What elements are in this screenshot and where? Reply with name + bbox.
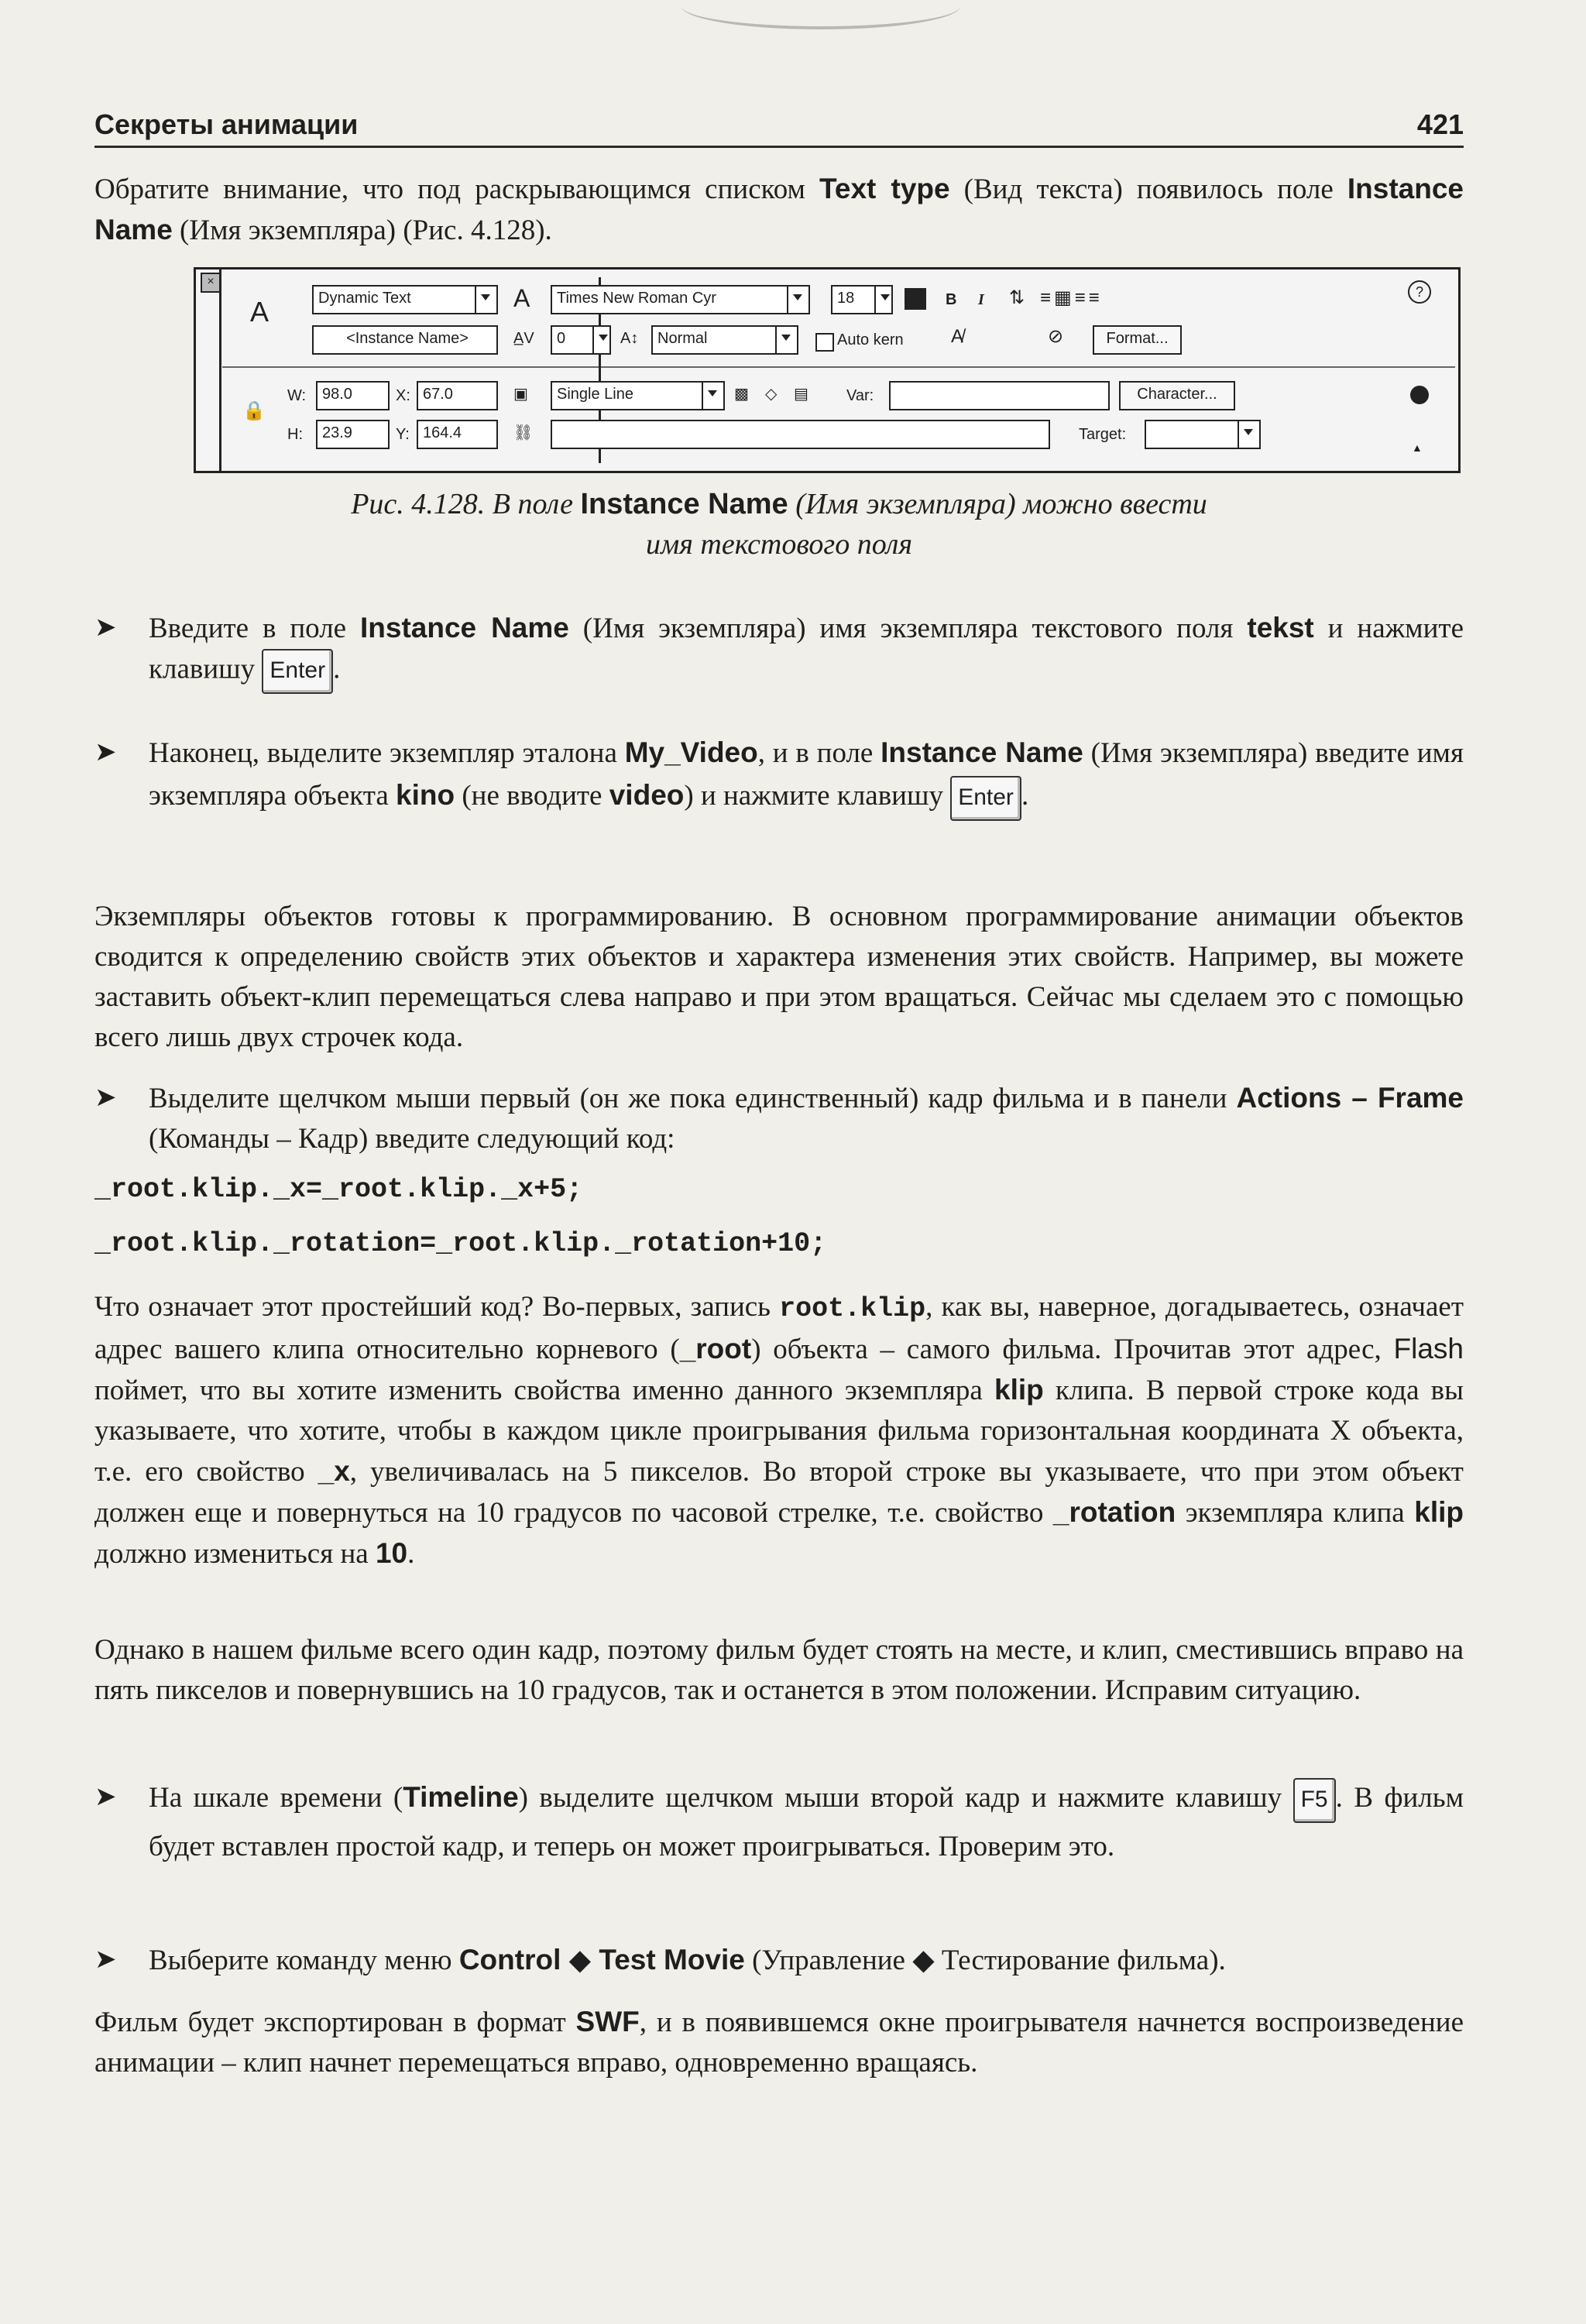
paragraph: Фильм будет экспортирован в формат SWF, и в появившемся окне проигрывателя начнется воспроизведение анимации – клип начнет перемещаться вправо, одновременно вращаясь. (94, 2006, 1464, 2079)
f5-key: F5 (1293, 1778, 1336, 1823)
code-line: _root.klip._x=_root.klip._x+5; (94, 1174, 583, 1205)
font-size-field[interactable]: 18 (831, 285, 893, 314)
close-icon: × (201, 273, 221, 293)
list-item: ➤ Выберите команду меню Control ◆ Test Movie (Управление ◆ Тестирование фильма). (94, 1940, 1464, 1981)
width-field[interactable]: 98.0 (316, 381, 390, 410)
text-box-icon: ▣ (513, 386, 528, 403)
properties-panel-figure (194, 267, 1461, 473)
expand-icon[interactable] (1410, 386, 1429, 404)
italic-button[interactable]: I (978, 291, 984, 308)
list-item: ➤ На шкале времени (Timeline) выделите щелчком мыши второй кадр и нажмите клавишу F5 . В фильм будет вставлен простой кадр, и теперь он может проигрываться. Проверим это. (94, 1773, 1464, 1871)
link-icon: ⛓ (513, 424, 534, 441)
chapter-title: Секреты анимации (94, 108, 359, 140)
panel-row-divider (222, 366, 1455, 368)
target-label: Target: (1079, 426, 1127, 443)
paragraph: Однако в нашем фильме всего один кадр, поэтому фильм будет стоять на месте, и клип, сместившись вправо на пять пикселов и повернувшись на 10 градусов, так и останется в этом положении. Исправим ситуацию. (94, 1634, 1464, 1706)
help-icon[interactable]: ? (1408, 280, 1431, 304)
url-link-field[interactable] (551, 420, 1050, 449)
auto-kern-checkbox[interactable] (815, 333, 834, 352)
text-color-swatch[interactable] (905, 288, 926, 310)
var-field[interactable] (889, 381, 1110, 410)
height-field[interactable]: 23.9 (316, 420, 390, 449)
bullet-arrow-icon: ➤ (94, 1083, 117, 1112)
letter-spacing-icon: A̲V (513, 330, 534, 347)
list-item: ➤ Выделите щелчком мыши первый (он же пока единственный) кадр фильма и в панели Actions – Frame (Команды – Кадр) введите следующий код: (94, 1078, 1464, 1159)
running-header (94, 99, 1464, 148)
enter-key: Enter (950, 776, 1021, 821)
lock-icon: 🔒 (242, 400, 266, 421)
enter-key: Enter (262, 649, 333, 694)
line-type-select[interactable]: Single Line (551, 381, 725, 410)
width-label: W: (287, 387, 307, 404)
character-button[interactable]: Character... (1119, 381, 1235, 410)
intro-paragraph: Обратите внимание, что под раскрывающимся списком Text type (Вид текста) появилось поле Instance Name (Имя экземпляра) (Рис. 4.128). (94, 173, 1464, 246)
var-label: Var: (846, 387, 874, 404)
list-item: ➤ Введите в поле Instance Name (Имя экземпляра) имя экземпляра текстового поля tekst и нажмите клавишу Enter . (94, 608, 1464, 694)
text-tool-icon: A (250, 296, 269, 328)
page-number: 421 (1416, 108, 1464, 140)
font-select[interactable]: Times New Roman Cyr (551, 285, 810, 314)
letter-spacing-field[interactable]: 0 (551, 325, 611, 355)
x-field[interactable]: 67.0 (417, 381, 498, 410)
instance-name-field[interactable]: <Instance Name> (312, 325, 498, 355)
baseline-select[interactable]: Normal (651, 325, 798, 355)
paragraph: Что означает этот простейший код? Во-первых, запись root.klip, как вы, наверное, догадываетесь, означает адрес вашего клипа относительно корневого (_root) объекта – самого фильма. Прочитав этот адрес, Flash поймет, что вы хотите изменить свойства именно данного экземпляра klip клипа. В первой строке кода вы указываете, что хотите, чтобы в каждом цикле проигрывания фильма горизонтальная координата X объекта, т.е. его свойство _x, увеличивалась на 5 пикселов. Во второй строке вы указываете, что при этом объект должен еще и повернуться на 10 градусов по часовой стрелке, т.е. свойство _rotation экземпляра клипа klip должно измениться на 10. (94, 1291, 1464, 1570)
list-item: ➤ Наконец, выделите экземпляр эталона My_Video, и в поле Instance Name (Имя экземпляра) введите имя экземпляра объекта kino (не вводите video) и нажмите клавишу Enter . (94, 732, 1464, 821)
y-field[interactable]: 164.4 (417, 420, 498, 449)
rotate-text-icon[interactable]: ⊘ (1048, 326, 1064, 347)
figure-caption: Рис. 4.128. В поле Instance Name (Имя экземпляра) можно ввести имя текстового поля (351, 488, 1207, 561)
bullet-arrow-icon: ➤ (94, 1783, 117, 1811)
scan-top-mark (681, 0, 960, 29)
x-label: X: (396, 387, 410, 404)
anti-alias-icon[interactable]: A̸ (951, 326, 964, 347)
y-label: Y: (396, 426, 410, 443)
bullet-arrow-icon: ➤ (94, 1945, 117, 1974)
collapse-icon[interactable]: ▲ (1412, 441, 1423, 454)
bullet-arrow-icon: ➤ (94, 613, 117, 642)
auto-kern-label: Auto kern (837, 331, 904, 348)
panel-left-border (219, 269, 221, 471)
bold-button[interactable]: B (946, 291, 957, 308)
format-button[interactable]: Format... (1093, 325, 1182, 355)
target-select[interactable] (1145, 420, 1261, 449)
bullet-arrow-icon: ➤ (94, 738, 117, 767)
baseline-icon: A↕ (620, 330, 639, 347)
height-label: H: (287, 426, 303, 443)
text-direction-icon[interactable]: ⇅ (1009, 287, 1025, 308)
font-icon: A (513, 284, 530, 312)
paragraph: Экземпляры объектов готовы к программированию. В основном программирование анимации объектов сводится к определению свойств этих объектов и характера изменения этих свойств. Например, вы можете заставить объект-клип перемещаться слева направо и при этом вращаться. Сейчас мы сделаем это с помощью всего лишь двух строчек кода. (94, 901, 1464, 1053)
html-icon[interactable]: ◇ (765, 386, 778, 403)
align-buttons-icon[interactable]: ≡▦≡≡ (1040, 287, 1103, 308)
selectable-icon[interactable]: ▩ (734, 386, 749, 403)
border-icon[interactable]: ▤ (794, 386, 808, 403)
text-type-select[interactable]: Dynamic Text (312, 285, 498, 314)
code-line: _root.klip._rotation=_root.klip._rotation+10; (94, 1228, 827, 1259)
